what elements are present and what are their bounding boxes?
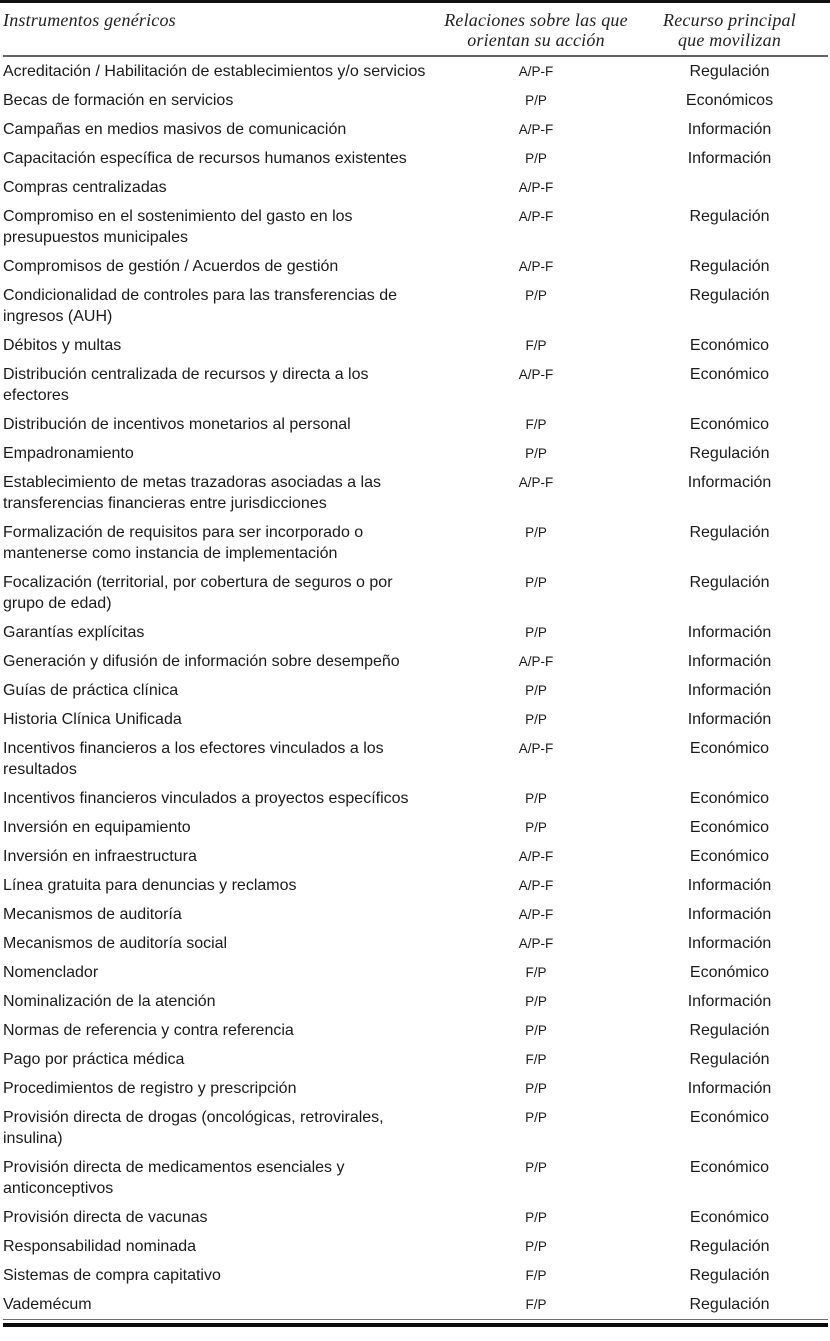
table-row (3, 252, 828, 281)
resource-cell: Económico (689, 790, 770, 807)
relation-cell: P/P (525, 525, 547, 540)
relation-cell: P/P (525, 1023, 547, 1038)
instrument-cell: Mecanismos de auditoría (3, 906, 182, 923)
resource-cell: Económico (689, 1159, 770, 1176)
relation-cell: P/P (525, 93, 547, 108)
instrument-cell: Mecanismos de auditoría social (3, 935, 228, 952)
resource-cell: Información (687, 1080, 772, 1097)
relation-cell: A/P-F (518, 907, 554, 922)
resource-cell: Económico (689, 819, 770, 836)
table-row (3, 1153, 828, 1203)
table-row (3, 1045, 828, 1074)
resource-cell: Regulación (689, 1022, 770, 1039)
resource-cell: Información (687, 935, 772, 952)
table-row (3, 115, 828, 144)
relation-cell: F/P (525, 1297, 547, 1312)
resource-cell: Regulación (689, 287, 770, 304)
relation-cell: F/P (525, 417, 547, 432)
column-header-recurso-label: Recurso principal que movilizan (663, 10, 796, 50)
relation-cell: A/P-F (518, 64, 554, 79)
instrument-cell: Línea gratuita para denuncias y reclamos (3, 877, 297, 894)
instrument-cell: Garantías explícitas (3, 624, 145, 641)
table-row (3, 705, 828, 734)
table-row (3, 468, 828, 518)
table-row (3, 676, 828, 705)
table-row (3, 360, 828, 410)
table-row (3, 202, 828, 252)
table-row (3, 842, 828, 871)
instrument-cell: Inversión en infraestructura (3, 848, 197, 865)
relation-cell: A/P-F (518, 936, 554, 951)
relation-cell: P/P (525, 1110, 547, 1125)
resource-cell: Información (687, 877, 772, 894)
table-row (3, 871, 828, 900)
resource-cell: Regulación (689, 208, 770, 225)
table-row (3, 618, 828, 647)
relation-cell: P/P (525, 994, 547, 1009)
resource-cell: Económico (689, 337, 770, 354)
table-row (3, 410, 828, 439)
instrument-cell: Nominalización de la atención (3, 993, 216, 1010)
resource-cell: Información (687, 711, 772, 728)
instrument-cell: Compromiso en el sostenimiento del gasto en los presupuestos municipales (3, 208, 353, 246)
instrument-cell: Provisión directa de medicamentos esenciales y anticonceptivos (3, 1159, 345, 1197)
table-row (3, 929, 828, 958)
relation-cell: A/P-F (518, 878, 554, 893)
table-row (3, 1261, 828, 1290)
resource-cell: Económico (689, 416, 770, 433)
column-header-instrumentos-label: Instrumentos genéricos (3, 10, 176, 30)
resource-cell: Regulación (689, 1267, 770, 1284)
resource-cell: Regulación (689, 445, 770, 462)
resource-cell: Económico (689, 964, 770, 981)
instrument-cell: Generación y difusión de información sobre desempeño (3, 653, 400, 670)
instrument-cell: Responsabilidad nominada (3, 1238, 197, 1255)
table-bottom-rule (3, 1319, 828, 1327)
instrument-cell: Focalización (territorial, por cobertura de seguros o por grupo de edad) (3, 574, 393, 612)
table-row (3, 784, 828, 813)
relation-cell: P/P (525, 1081, 547, 1096)
relation-cell: A/P-F (518, 209, 554, 224)
table-row (3, 518, 828, 568)
instrument-cell: Acreditación / Habilitación de establecimientos y/o servicios (3, 63, 426, 80)
table-row (3, 439, 828, 468)
relation-cell: A/P-F (518, 654, 554, 669)
resource-cell: Información (687, 682, 772, 699)
resource-cell: Información (687, 993, 772, 1010)
instrument-cell: Vademécum (3, 1296, 92, 1313)
relation-cell: P/P (525, 1160, 547, 1175)
instrument-cell: Distribución centralizada de recursos y directa a los efectores (3, 366, 369, 404)
table-row (3, 647, 828, 676)
instrument-cell: Distribución de incentivos monetarios al personal (3, 416, 351, 433)
relation-cell: P/P (525, 683, 547, 698)
table-row (3, 813, 828, 842)
column-header-relaciones (441, 10, 631, 50)
table-row (3, 958, 828, 987)
relation-cell: P/P (525, 791, 547, 806)
instrument-cell: Guías de práctica clínica (3, 682, 179, 699)
table-row (3, 1203, 828, 1232)
resource-cell: Económicos (685, 92, 774, 109)
instrument-cell: Capacitación específica de recursos humanos existentes (3, 150, 407, 167)
resource-cell: Económico (689, 366, 770, 383)
instrument-cell: Historia Clínica Unificada (3, 711, 182, 728)
relation-cell: P/P (525, 446, 547, 461)
table-row (3, 144, 828, 173)
resource-cell: Regulación (689, 63, 770, 80)
table-row (3, 1232, 828, 1261)
resource-cell: Información (687, 653, 772, 670)
relation-cell: F/P (525, 1052, 547, 1067)
relation-cell: A/P-F (518, 122, 554, 137)
relation-cell: F/P (525, 1268, 547, 1283)
relation-cell: P/P (525, 1210, 547, 1225)
instrument-cell: Procedimientos de registro y prescripción (3, 1080, 297, 1097)
instrument-cell: Incentivos financieros a los efectores vinculados a los resultados (3, 740, 384, 778)
resource-cell: Regulación (689, 1238, 770, 1255)
table-row (3, 1074, 828, 1103)
resource-cell: Información (687, 906, 772, 923)
instrument-cell: Formalización de requisitos para ser incorporado o mantenerse como instancia de implementación (3, 524, 364, 562)
table-row (3, 1103, 828, 1153)
table-row (3, 568, 828, 618)
relation-cell: A/P-F (518, 180, 554, 195)
resource-cell: Regulación (689, 258, 770, 275)
instrument-cell: Pago por práctica médica (3, 1051, 185, 1068)
instrument-cell: Incentivos financieros vinculados a proyectos específicos (3, 790, 409, 807)
table-header-row (3, 3, 828, 57)
resource-cell: Información (687, 121, 772, 138)
column-header-instrumentos (3, 10, 441, 30)
relation-cell: A/P-F (518, 367, 554, 382)
instrument-cell: Condicionalidad de controles para las transferencias de ingresos (AUH) (3, 287, 398, 325)
relation-cell: P/P (525, 575, 547, 590)
table-row (3, 987, 828, 1016)
column-header-recurso (631, 10, 828, 50)
table-row (3, 173, 828, 202)
relation-cell: P/P (525, 625, 547, 640)
instrument-cell: Provisión directa de drogas (oncológicas, retrovirales, insulina) (3, 1109, 384, 1147)
instrument-cell: Normas de referencia y contra referencia (3, 1022, 294, 1039)
relation-cell: F/P (525, 965, 547, 980)
instrument-cell: Compromisos de gestión / Acuerdos de gestión (3, 258, 339, 275)
instrument-cell: Inversión en equipamiento (3, 819, 191, 836)
table-row (3, 86, 828, 115)
resource-cell: Información (687, 474, 772, 491)
resource-cell: Económico (689, 1109, 770, 1126)
resource-cell: Económico (689, 1209, 770, 1226)
instrument-cell: Sistemas de compra capitativo (3, 1267, 221, 1284)
resource-cell: Regulación (689, 1051, 770, 1068)
table-row (3, 1290, 828, 1319)
resource-cell: Información (687, 624, 772, 641)
instrument-cell: Compras centralizadas (3, 179, 167, 196)
table-row (3, 734, 828, 784)
relation-cell: P/P (525, 1239, 547, 1254)
relation-cell: A/P-F (518, 741, 554, 756)
resource-cell: Regulación (689, 1296, 770, 1313)
relation-cell: P/P (525, 712, 547, 727)
instrument-cell: Establecimiento de metas trazadoras asociadas a las transferencias financieras entre jurisdicciones (3, 474, 381, 512)
relation-cell: A/P-F (518, 849, 554, 864)
table-row (3, 281, 828, 331)
relation-cell: A/P-F (518, 475, 554, 490)
relation-cell: P/P (525, 288, 547, 303)
resource-cell: Regulación (689, 524, 770, 541)
instrument-cell: Provisión directa de vacunas (3, 1209, 208, 1226)
resource-cell: Económico (689, 740, 770, 757)
resource-cell: Económico (689, 848, 770, 865)
instrument-cell: Nomenclador (3, 964, 99, 981)
relation-cell: P/P (525, 151, 547, 166)
table-row (3, 57, 828, 86)
table-body (3, 57, 828, 1319)
table-row (3, 1016, 828, 1045)
instrument-cell: Campañas en medios masivos de comunicación (3, 121, 347, 138)
column-header-relaciones-label: Relaciones sobre las que orientan su acción (444, 10, 628, 50)
instrument-cell: Becas de formación en servicios (3, 92, 234, 109)
table-row (3, 331, 828, 360)
instrument-cell: Empadronamiento (3, 445, 134, 462)
relation-cell: F/P (525, 338, 547, 353)
relation-cell: P/P (525, 820, 547, 835)
resource-cell: Regulación (689, 574, 770, 591)
table-row (3, 900, 828, 929)
relation-cell: A/P-F (518, 259, 554, 274)
instrument-cell: Débitos y multas (3, 337, 122, 354)
resource-cell: Información (687, 150, 772, 167)
